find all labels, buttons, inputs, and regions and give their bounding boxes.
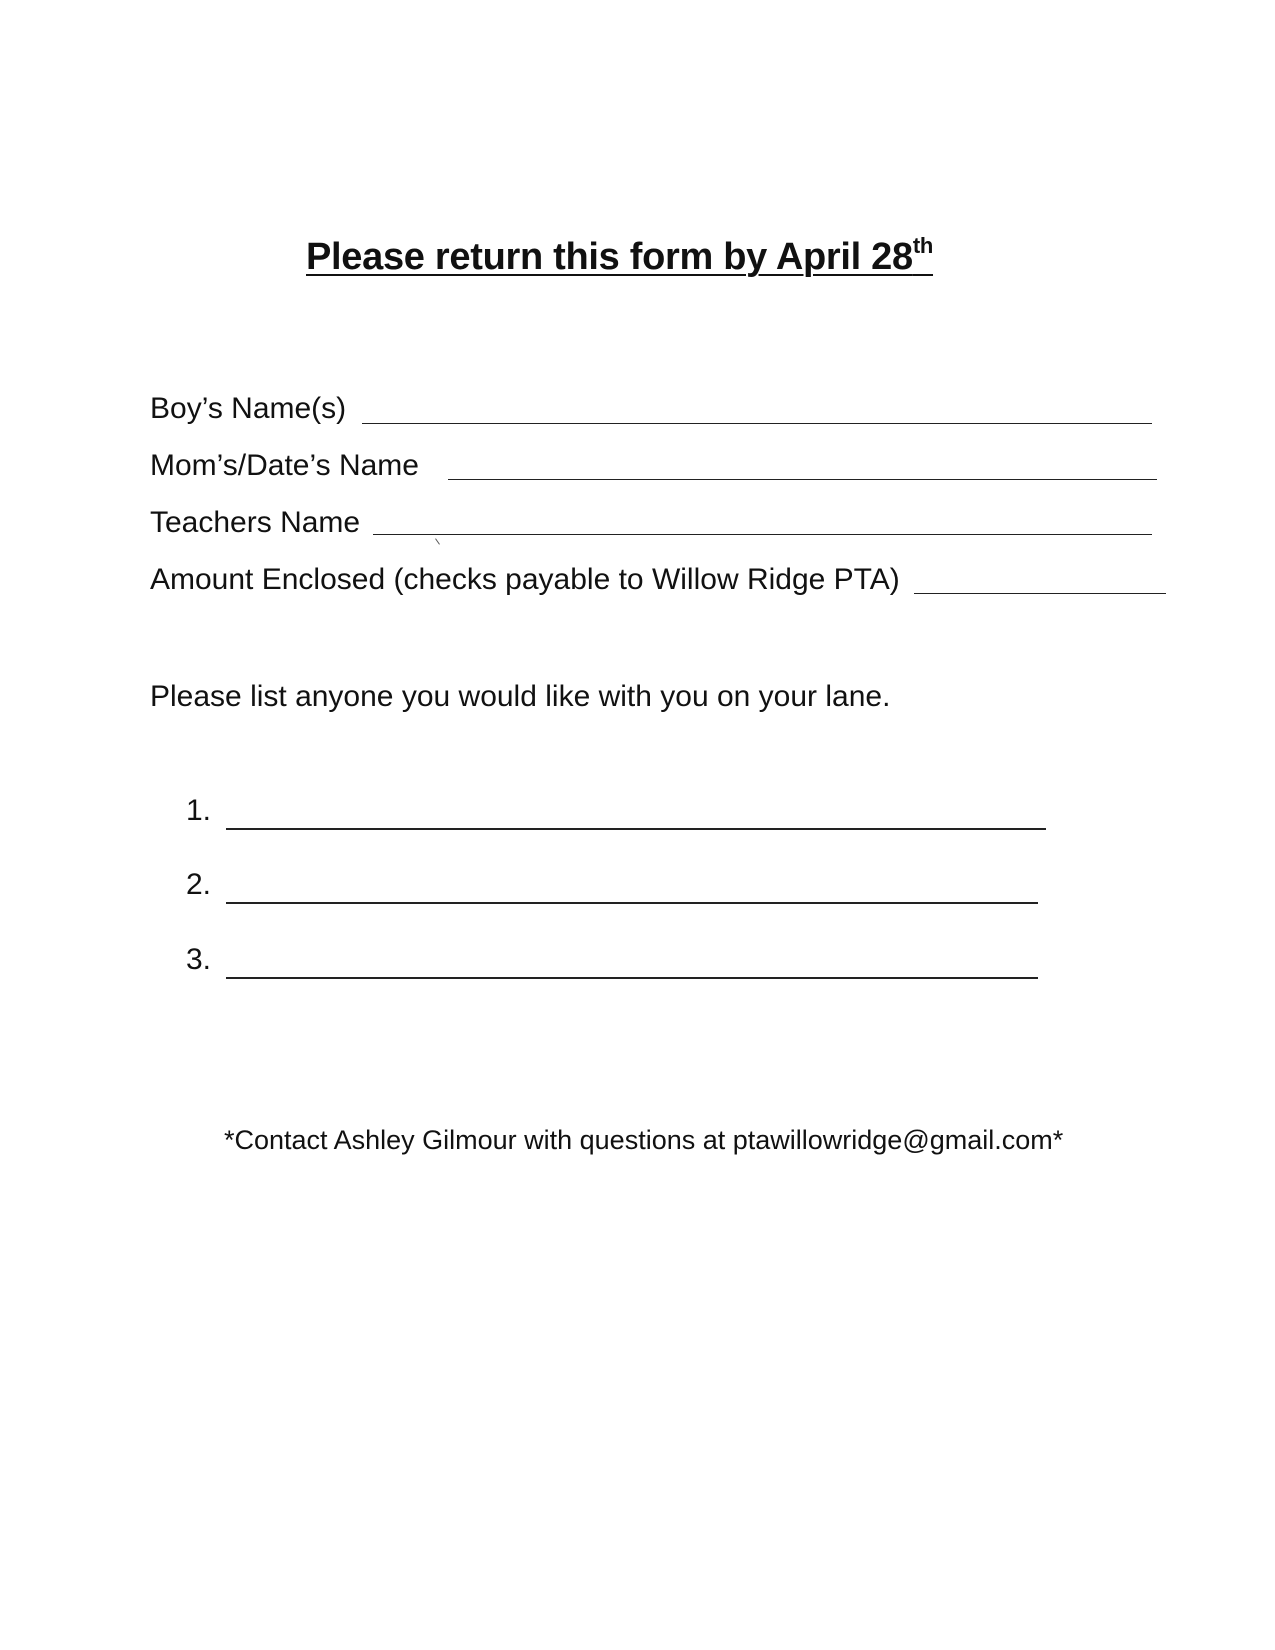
amount-enclosed-field[interactable] xyxy=(914,593,1166,594)
moms-dates-name-label: Mom’s/Date’s Name xyxy=(150,449,419,482)
form-title-text: Please return this form by April 28 xyxy=(306,236,913,278)
form-title-suffix: th xyxy=(912,233,934,258)
boys-names-field[interactable] xyxy=(362,423,1152,424)
teachers-name-field[interactable] xyxy=(373,534,1152,535)
contact-line: *Contact Ashley Gilmour with questions at ptawillowridge@gmail.com* xyxy=(224,1125,1064,1155)
amount-enclosed-label: Amount Enclosed (checks payable to Willow Ridge PTA) xyxy=(150,563,900,596)
moms-dates-name-field[interactable] xyxy=(448,479,1157,480)
lane-item-field-2[interactable] xyxy=(226,902,1038,904)
lane-item-field-1[interactable] xyxy=(226,828,1046,830)
lane-item-number: 1. xyxy=(186,794,212,827)
lane-item-field-3[interactable] xyxy=(226,977,1038,979)
teachers-name-label: Teachers Name xyxy=(150,506,361,539)
lane-item-number: 3. xyxy=(186,943,212,976)
lane-item-number: 2. xyxy=(186,868,212,901)
lane-instruction: Please list anyone you would like with you on your lane. xyxy=(150,680,891,713)
form-title xyxy=(306,233,934,279)
boys-names-label: Boy’s Name(s) xyxy=(150,392,347,425)
stray-mark xyxy=(435,538,440,544)
